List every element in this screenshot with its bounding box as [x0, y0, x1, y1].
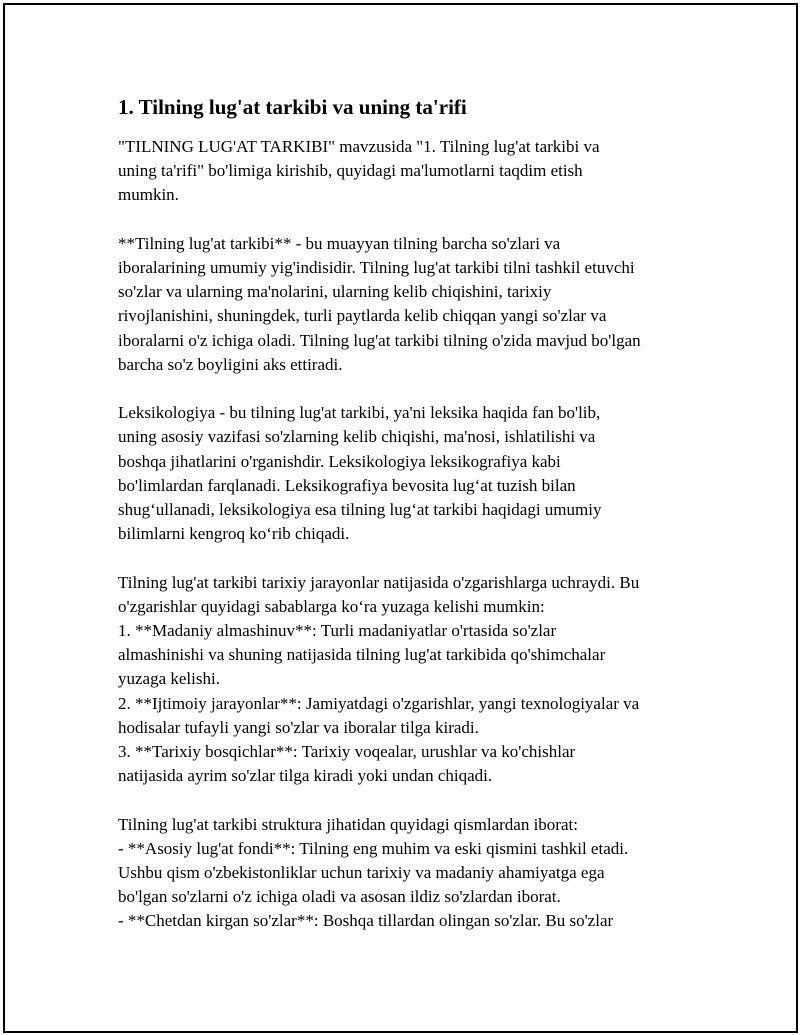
text-line: uning asosiy vazifasi so'zlarning kelib chiqishi, ma'nosi, ishlatilishi va	[118, 427, 596, 447]
text-line: hodisalar tufayli yangi so'zlar va iboralar tilga kiradi.	[118, 717, 479, 737]
text-line: rivojlanishini, shuningdek, turli paytlarda kelib chiqqan yangi so'zlar va	[118, 306, 607, 326]
list-item: 3. **Tarixiy bosqichlar**: Tarixiy voqealar, urushlar va ko'chishlar	[118, 742, 576, 762]
section-title: 1. Tilning lug'at tarkibi va uning ta'rifi	[118, 95, 467, 119]
text-line: uning ta'rifi" bo'limiga kirishib, quyidagi ma'lumotlarni taqdim etish	[118, 161, 583, 181]
text-line: "TILNING LUG'AT TARKIBI" mavzusida "1. Tilning lug'at tarkibi va	[118, 137, 600, 156]
text-line: almashinishi va shuning natijasida tilning lug'at tarkibida qo'shimchalar	[118, 645, 606, 665]
paragraph-changes	[118, 571, 698, 789]
text-line: bo'limlardan farqlanadi. Leksikografiya bevosita lug‘at tuzish bilan	[118, 475, 576, 495]
text-line: iboralarining umumiy yig'indisidir. Tilning lug'at tarkibi tilni tashkil etuvchi	[118, 258, 635, 277]
paragraph-structure	[118, 813, 698, 934]
list-item: - **Chetdan kirgan so'zlar**: Boshqa tillardan olingan so'zlar. Bu so'zlar	[118, 911, 614, 931]
list-item: 1. **Madaniy almashinuv**: Turli madaniyatlar o'rtasida so'zlar	[118, 621, 557, 641]
document-body	[118, 93, 698, 958]
text-line: shug‘ullanadi, leksikologiya esa tilning lug‘at tarkibi haqidagi umumiy	[118, 500, 602, 520]
text-line: mumkin.	[118, 185, 179, 205]
list-item: - **Asosiy lug'at fondi**: Tilning eng muhim va eski qismini tashkil etadi.	[118, 838, 629, 858]
paragraph-lexicology	[118, 401, 698, 546]
paragraph-intro	[118, 135, 698, 208]
text-line: o'zgarishlar quyidagi sabablarga ko‘ra yuzaga kelishi mumkin:	[118, 596, 545, 616]
text-line: bo'lgan so'zlarni o'z ichiga oladi va asosan ildiz so'zlardan iborat.	[118, 887, 561, 907]
text-line: barcha so'z boyligini aks ettiradi.	[118, 354, 343, 374]
text-line: iboralarni o'z ichiga oladi. Tilning lug'at tarkibi tilning o'zida mavjud bo'lgan	[118, 330, 641, 350]
text-line: **Tilning lug'at tarkibi** - bu muayyan tilning barcha so'zlari va	[118, 233, 561, 253]
paragraph-definition	[118, 232, 698, 377]
list-item: 2. **Ijtimoiy jarayonlar**: Jamiyatdagi o'zgarishlar, yangi texnologiyalar va	[118, 693, 640, 713]
text-line: Ushbu qism o'zbekistonliklar uchun tarixiy va madaniy ahamiyatga ega	[118, 863, 605, 883]
text-line: Leksikologiya - bu tilning lug'at tarkibi, ya'ni leksika haqida fan bo'lib,	[118, 403, 601, 423]
text-line: Tilning lug'at tarkibi struktura jihatidan quyidagi qismlardan iborat:	[118, 814, 578, 834]
text-line: Tilning lug'at tarkibi tarixiy jarayonlar natijasida o'zgarishlarga uchraydi. Bu	[118, 572, 640, 592]
text-line: boshqa jihatlarini o'rganishdir. Leksikologiya leksikografiya kabi	[118, 451, 561, 471]
text-line: so'zlar va ularning ma'nolarini, ularning kelib chiqishini, tarixiy	[118, 282, 552, 302]
text-line: natijasida ayrim so'zlar tilga kiradi yoki undan chiqadi.	[118, 766, 493, 786]
text-line: yuzaga kelishi.	[118, 669, 220, 689]
text-line: bilimlarni kengroq ko‘rib chiqadi.	[118, 524, 350, 544]
